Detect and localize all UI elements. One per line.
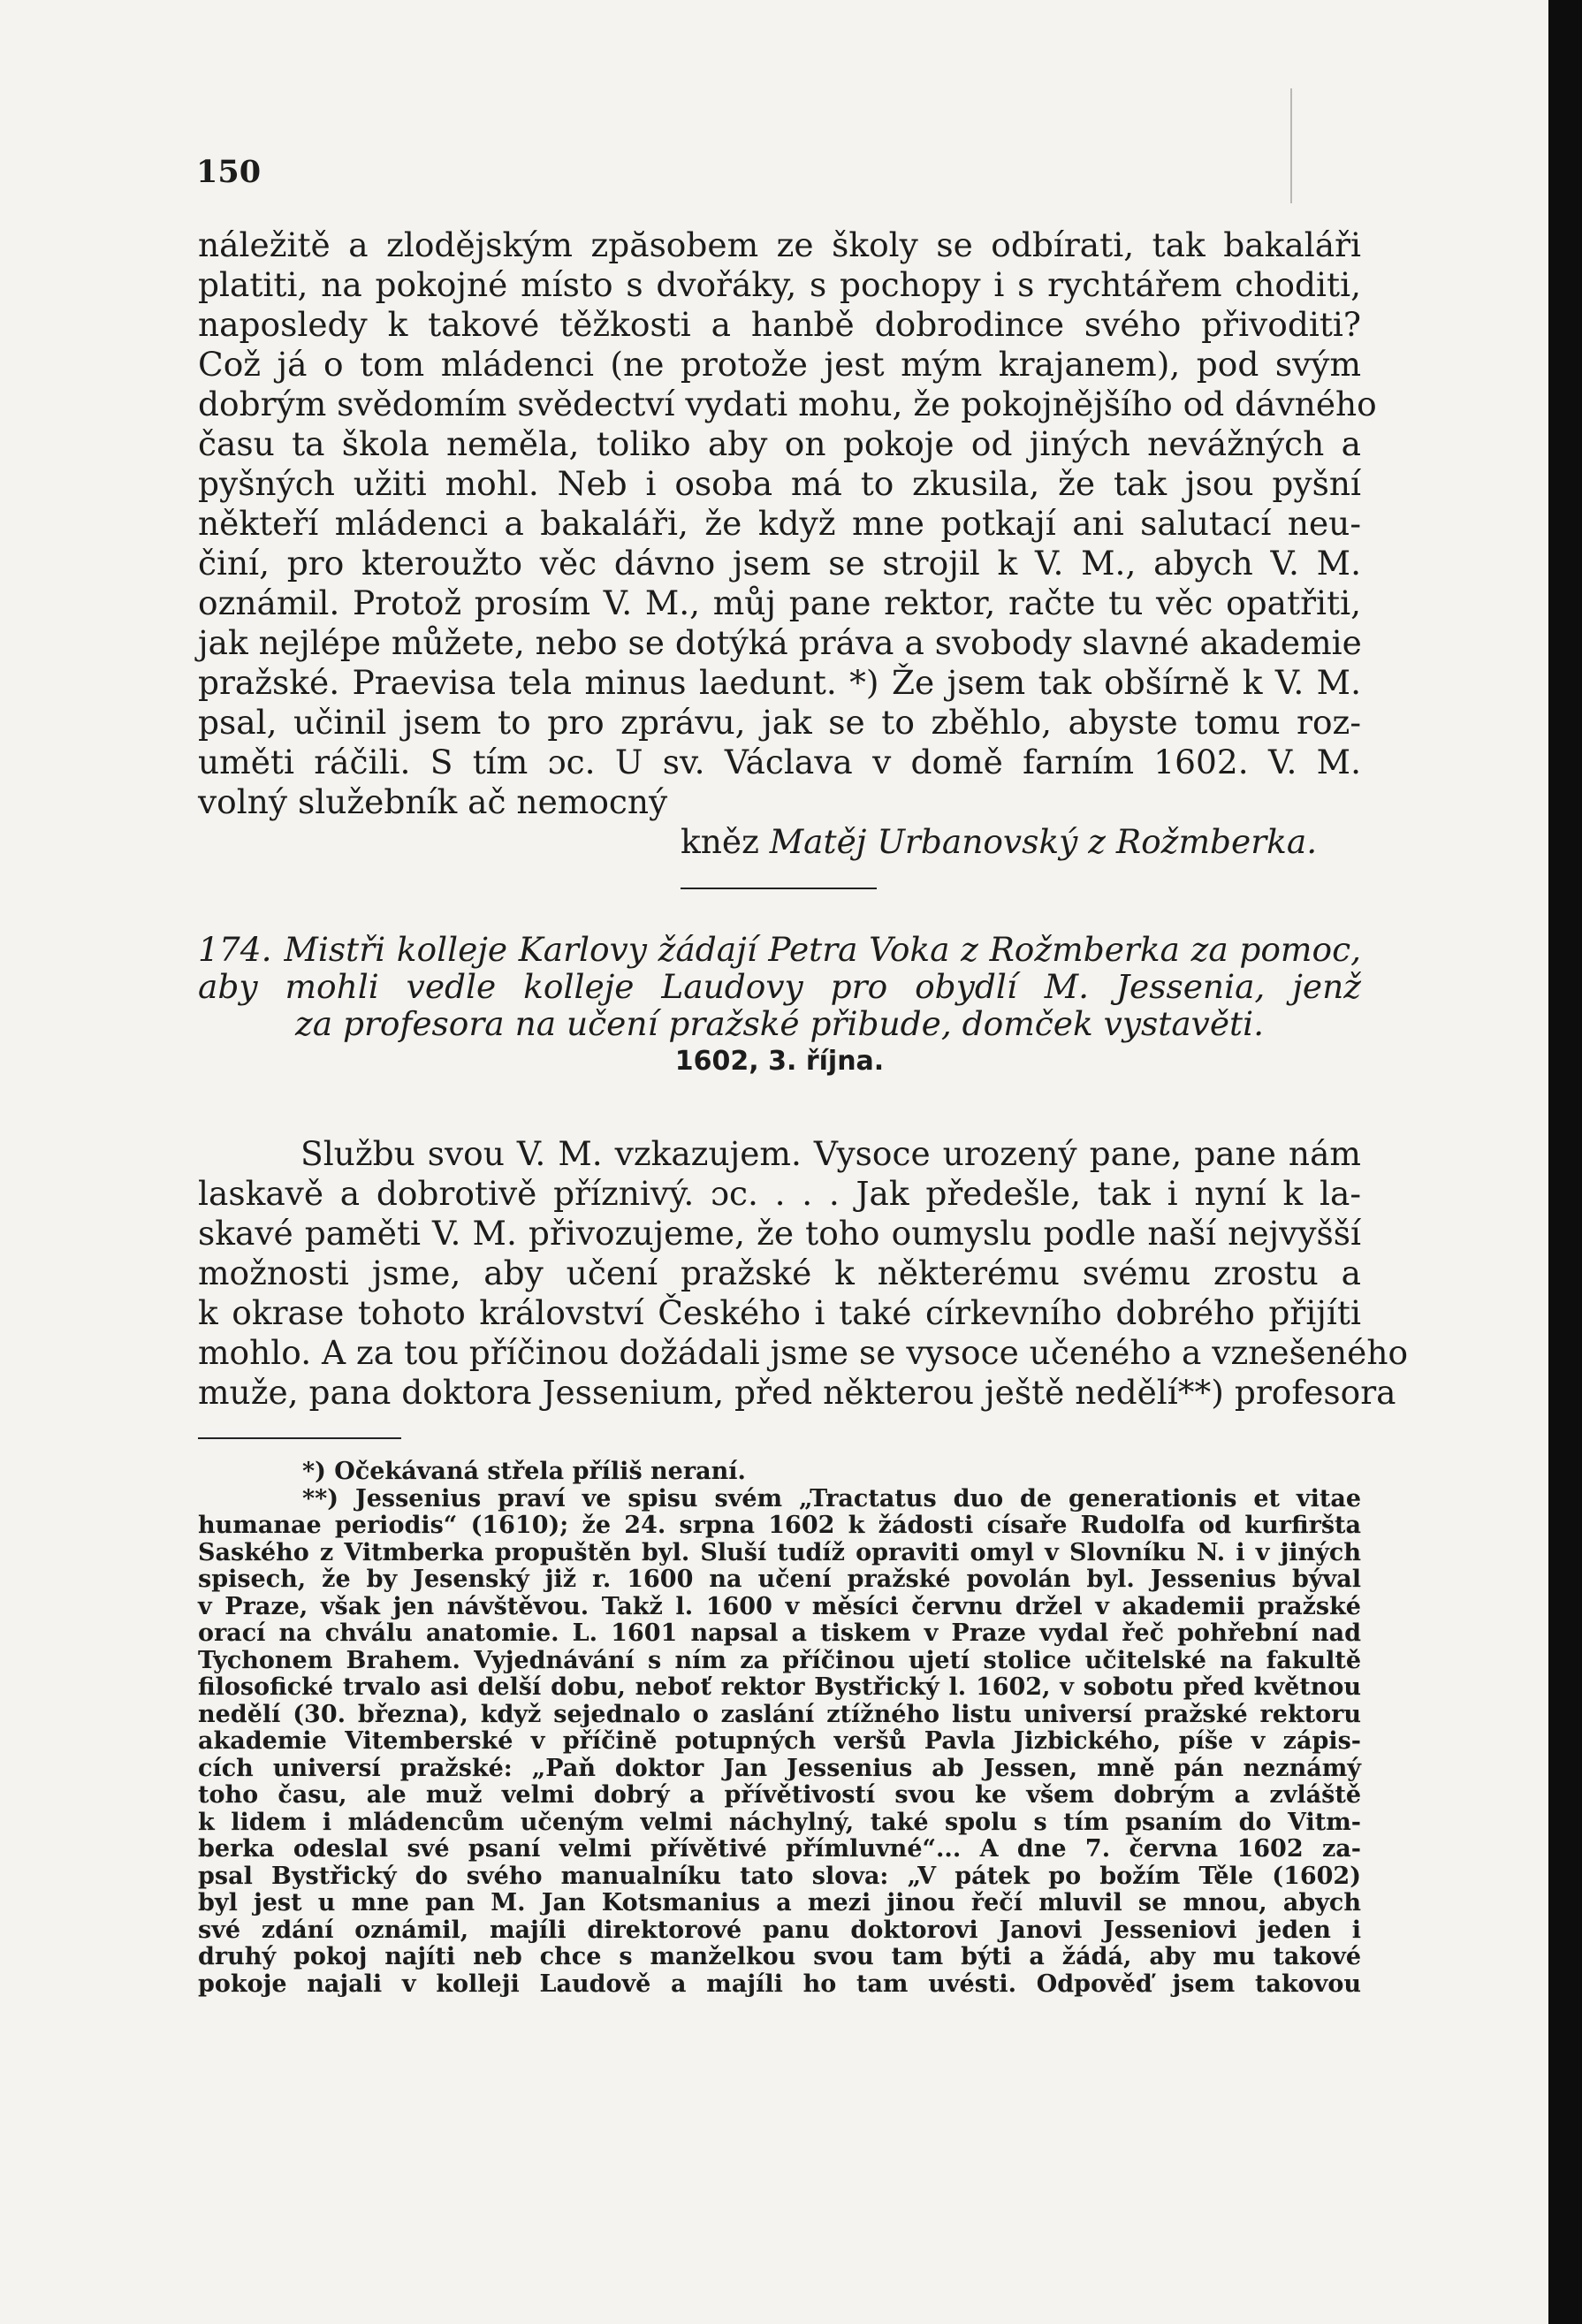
footnote-2 — [198, 1486, 1361, 1999]
note2-line: cích universí pražské: „Paň doktor Jan Jessenius ab Jessen, mně pán neznámý — [198, 1754, 1361, 1782]
letter2-line: laskavě a dobrotivě příznivý. ɔc. . . . Jak předešle, tak i nyní k la- — [198, 1174, 1361, 1213]
note2-line: k lidem i mládencům učeným velmi náchylný, také spolu s tím psaním do Vitm- — [198, 1808, 1361, 1836]
letter1-line: naposledy k takové těžkosti a hanbě dobrodince svého přivoditi? — [198, 305, 1361, 344]
letter2-line: mohlo. A za tou příčinou dožádali jsme se vysoce učeného a vznešeného — [198, 1333, 1409, 1372]
scan-edge-mark — [1290, 88, 1292, 203]
note2-line: berka odeslal své psaní velmi přívětivé přímluvné“... A dne 7. června 1602 za- — [198, 1835, 1361, 1863]
footnotes — [198, 1459, 1361, 1998]
letter1-line: psal, učinil jsem to pro zprávu, jak se to zběhlo, abyste tomu roz- — [198, 703, 1361, 742]
letter1-line: uměti ráčili. S tím ɔc. U sv. Václava v domě farním 1602. V. M. — [198, 743, 1361, 781]
letter1-line: oznámil. Protož prosím V. M., můj pane rektor, račte tu věc opatřiti, — [198, 583, 1361, 622]
note2-line: akademie Vitemberské v příčině potupných veršů Pavla Jizbického, píše v zápis- — [198, 1727, 1361, 1755]
note2-line: spisech, že by Jesenský již r. 1600 na učení pražské povolán byl. Jessenius býval — [198, 1566, 1361, 1593]
note2-line: Saského z Vitmberka propuštěn byl. Sluší tudíž opraviti omyl v Slovníku N. i v jiných — [198, 1538, 1361, 1566]
document-number: 174. — [198, 930, 272, 969]
note2-line: své zdání oznámil, majíli direktorové panu doktorovi Janovi Jesseniovi jeden i — [198, 1916, 1361, 1944]
note2-line: druhý pokoj najíti neb chce s manželkou svou tam býti a žádá, aby mu takové — [198, 1943, 1361, 1970]
letter1-line: náležitě a zlodějským zpăsobem ze školy se odbírati, tak bakaláři — [198, 225, 1361, 264]
letter2-line: možnosti jsme, aby učení pražské k některému svému zrostu a — [198, 1253, 1361, 1292]
note2-line: toho času, ale muž velmi dobrý a přívětivostí svou ke všem dobrým a zvláště — [198, 1781, 1361, 1809]
note2-line: humanae periodis“ (1610); že 24. srpna 1602 k žádosti císaře Rudolfa od kurfiršta — [198, 1512, 1361, 1539]
note2-line: filosofické trvalo asi delší dobu, neboť rektor Bystřický l. 1602, v sobotu před květnou — [198, 1673, 1361, 1701]
letter-text-2 — [198, 1134, 1409, 1413]
heading-line-2: aby mohli vedle kolleje Laudovy pro obydlí M. Jessenia, jenž — [198, 967, 1361, 1006]
letter2-line: Službu svou V. M. vzkazujem. Vysoce urozený pane, pane nám — [300, 1134, 1361, 1173]
page-number: 150 — [196, 154, 262, 190]
heading-line-3: za profesora na učení pražské přibude, domček vystavěti. — [294, 1004, 1265, 1043]
document-date: 1602, 3. října. — [674, 1046, 885, 1077]
document-heading — [198, 931, 1361, 1042]
letter1-line: jak nejlépe můžete, nebo se dotýká práva a svobody slavné akademie — [198, 623, 1362, 662]
letter1-line: pyšných užiti mohl. Neb i osoba má to zkusila, že tak jsou pyšní — [198, 464, 1361, 503]
section-divider — [681, 888, 877, 889]
letter2-line: skavé paměti V. M. přivozujeme, že toho oumyslu podle naší nejvyšší — [198, 1214, 1361, 1253]
note2-line: nedělí (30. března), když sejednalo o zaslání ztížného listu universí pražské rektoru — [198, 1700, 1361, 1728]
letter-text-1 — [198, 225, 1377, 822]
signature-prefix: kněz — [681, 822, 759, 861]
note2-line: **) Jessenius praví ve spisu svém „Tractatus duo de generationis et vitae — [302, 1484, 1361, 1513]
note2-line: byl jest u mne pan M. Jan Kotsmanius a mezi jinou řečí mluvil se mnou, abych — [198, 1889, 1361, 1916]
letter1-line: času ta škola neměla, toliko aby on pokoje od jiných nevážných a — [198, 424, 1361, 463]
note2-line: psal Bystřický do svého manualníku tato slova: „V pátek po božím Těle (1602) — [198, 1862, 1361, 1890]
letter1-line: někteří mládenci a bakaláři, že když mne potkají ani salutací neu- — [198, 504, 1361, 543]
footnote-divider — [198, 1437, 401, 1439]
note2-line: Tychonem Brahem. Vyjednávání s ním za příčinou ujetí stolice učitelské na fakultě — [198, 1646, 1361, 1674]
letter1-line: platiti, na pokojné místo s dvořáky, s pochopy i s rychtářem choditi, — [198, 265, 1361, 304]
letter1-line: činí, pro kteroužto věc dávno jsem se strojil k V. M., abych V. M. — [198, 544, 1361, 583]
signature-name: Matěj Urbanovský z Rožmberka. — [769, 822, 1318, 861]
letter1-line: Což já o tom mládenci (ne protože jest mým krajanem), pod svým — [198, 345, 1361, 384]
note2-line: orací na chválu anatomie. L. 1601 napsal a tiskem v Praze vydal řeč pohřební nad — [198, 1619, 1361, 1647]
letter2-line: k okrase tohoto království Českého i také církevního dobrého přijíti — [198, 1293, 1361, 1332]
footnote-1: *) Očekávaná střela příliš neraní. — [302, 1458, 746, 1485]
scan-shadow — [1548, 0, 1582, 2324]
note2-line: pokoje najali v kolleji Laudově a majíli ho tam uvésti. Odpověď jsem takovou — [198, 1970, 1361, 1998]
letter2-line: muže, pana doktora Jessenium, před některou ještě nedělí**) profesora — [198, 1373, 1396, 1412]
note2-line: v Praze, však jen návštěvou. Takž l. 1600 v měsíci červnu držel v akademii pražské — [198, 1592, 1361, 1620]
heading-line-1: 174. Mistři kolleje Karlovy žádají Petra Voka z Rožmberka za pomoc, — [198, 930, 1361, 969]
letter1-line: pražské. Praevisa tela minus laedunt. *) Že jsem tak obšírně k V. M. — [198, 663, 1361, 702]
letter1-line: dobrým svědomím svědectví vydati mohu, že pokojnějšího od dávného — [198, 385, 1377, 423]
letter1-line: volný služebník ač nemocný — [198, 782, 668, 821]
signature — [681, 822, 1317, 861]
